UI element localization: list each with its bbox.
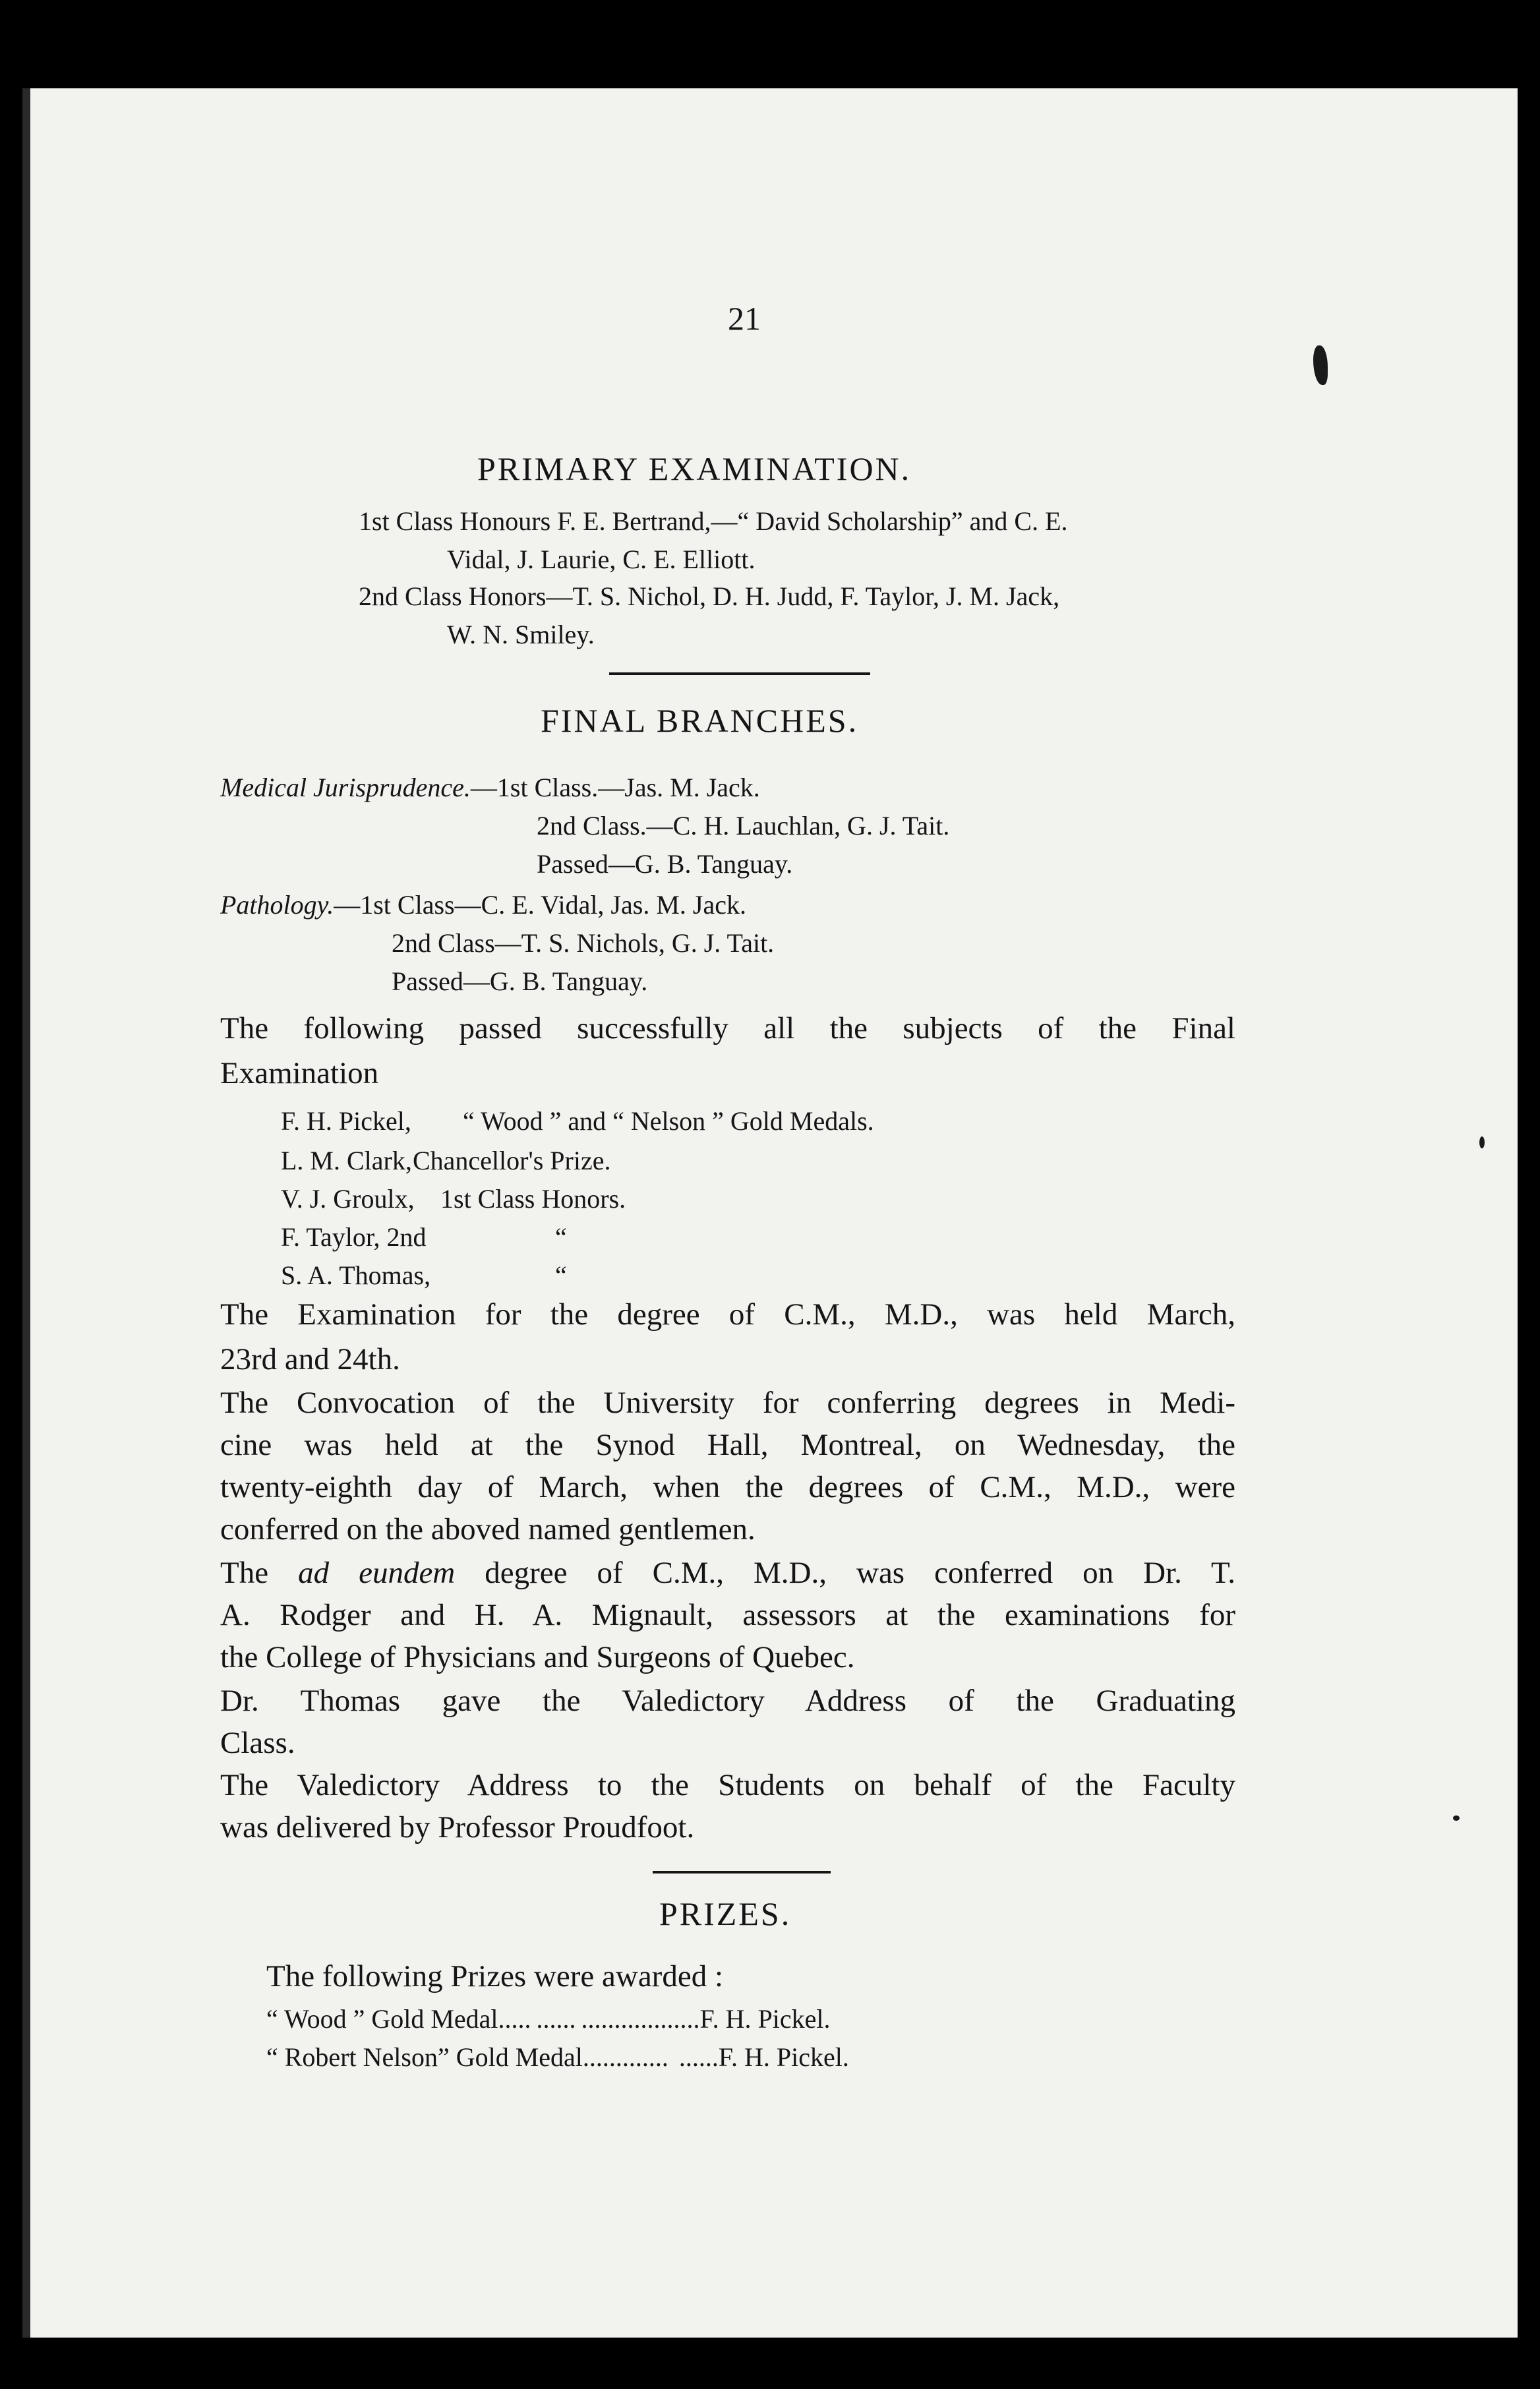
- passed-note-4: “: [555, 1222, 567, 1252]
- primary-examination-heading: PRIMARY EXAMINATION.: [477, 450, 912, 487]
- convocation-paragraph-line-4: conferred on the aboved named gentlemen.: [220, 1512, 755, 1547]
- prizes-intro: The following Prizes were awarded :: [266, 1959, 723, 1993]
- dot-leader: ............. ......: [582, 2042, 719, 2072]
- prize-row-2: [266, 2038, 849, 2077]
- passed-note-3: 1st Class Honors.: [440, 1184, 626, 1214]
- jurisprudence-label: Medical Jurisprudence.: [220, 773, 471, 802]
- pathology-line-1: [220, 886, 746, 924]
- passed-name-5: S. A. Thomas,: [281, 1260, 431, 1290]
- page-number: 21: [728, 300, 761, 337]
- valedictory-paragraph-line-2: was delivered by Professor Proudfoot.: [220, 1810, 695, 1844]
- prize-row-1: [266, 2000, 830, 2038]
- pathology-line-2: 2nd Class—T. S. Nichols, G. J. Tait.: [392, 928, 775, 958]
- ad-eundem-paragraph-line-2: A. Rodger and H. A. Mignault, assessors at the examinations for: [220, 1598, 1235, 1632]
- primary-second-class-line-2: W. N. Smiley.: [447, 620, 595, 649]
- jurisprudence-line-2: 2nd Class.—C. H. Lauchlan, G. J. Tait.: [537, 811, 950, 841]
- document-page: [22, 88, 1518, 2338]
- primary-second-class-line-1: 2nd Class Honors—T. S. Nichol, D. H. Judd, F. Taylor, J. M. Jack,: [359, 581, 1060, 611]
- page-binding-edge: [22, 88, 30, 2338]
- passed-name-4: F. Taylor, 2nd: [281, 1222, 427, 1252]
- prizes-divider: [653, 1871, 831, 1873]
- passed-intro-line-2: Examination: [220, 1056, 379, 1090]
- prize-winner-1: F. H. Pickel.: [699, 2004, 831, 2034]
- passed-name-2: L. M. Clark,: [281, 1146, 412, 1175]
- pathology-label: Pathology.: [220, 890, 334, 920]
- primary-first-class-line-1: 1st Class Honours F. E. Bertrand,—“ David Scholarship” and C. E.: [359, 506, 1068, 536]
- passed-intro-line-1: The following passed successfully all the subjects of the Final: [220, 1011, 1235, 1046]
- ad-eundem-pre: The: [220, 1556, 269, 1590]
- pathology-line-3: Passed—G. B. Tanguay.: [392, 966, 648, 996]
- passed-note-1: “ Wood ” and “ Nelson ” Gold Medals.: [463, 1106, 874, 1136]
- final-branches-heading: FINAL BRANCHES.: [541, 702, 859, 739]
- passed-name-1: F. H. Pickel,: [281, 1106, 411, 1136]
- passed-name-3: V. J. Groulx,: [281, 1184, 415, 1214]
- prize-winner-2: F. H. Pickel.: [718, 2042, 849, 2072]
- thomas-paragraph-line-1: Dr. Thomas gave the Valedictory Address of the Graduating: [220, 1684, 1235, 1718]
- convocation-paragraph-line-2: cine was held at the Synod Hall, Montreal, on Wednesday, the: [220, 1428, 1235, 1462]
- ad-eundem-paragraph-line-3: the College of Physicians and Surgeons of Quebec.: [220, 1640, 855, 1674]
- ad-eundem-italic: ad eundem: [298, 1556, 456, 1590]
- jurisprudence-line-1: [220, 769, 760, 807]
- ad-eundem-paragraph-line-1: [220, 1550, 1235, 1595]
- exam-paragraph-line-1: The Examination for the degree of C.M., M.D., was held March,: [220, 1297, 1235, 1332]
- convocation-paragraph-line-3: twenty-eighth day of March, when the degrees of C.M., M.D., were: [220, 1470, 1235, 1504]
- prizes-heading: PRIZES.: [659, 1895, 792, 1932]
- pathology-first-class: —1st Class—C. E. Vidal, Jas. M. Jack.: [334, 890, 746, 920]
- passed-note-5: “: [555, 1260, 567, 1290]
- exam-paragraph-line-2: 23rd and 24th.: [220, 1342, 400, 1376]
- ink-speck: [1479, 1136, 1485, 1148]
- dot-leader: ..... ...... ..................: [498, 2004, 700, 2034]
- jurisprudence-first-class: —1st Class.—Jas. M. Jack.: [470, 773, 760, 802]
- thomas-paragraph-line-2: Class.: [220, 1726, 295, 1760]
- ink-mark: [1313, 345, 1328, 385]
- ad-eundem-post: degree of C.M., M.D., was conferred on Dr. T.: [485, 1556, 1235, 1590]
- ink-speck: [1453, 1815, 1460, 1821]
- passed-note-2: Chancellor's Prize.: [413, 1146, 611, 1175]
- valedictory-paragraph-line-1: The Valedictory Address to the Students on behalf of the Faculty: [220, 1768, 1235, 1802]
- jurisprudence-line-3: Passed—G. B. Tanguay.: [537, 849, 793, 879]
- primary-first-class-line-2: Vidal, J. Laurie, C. E. Elliott.: [447, 545, 755, 574]
- prize-name-1: “ Wood ” Gold Medal: [266, 2004, 498, 2034]
- prize-name-2: “ Robert Nelson” Gold Medal: [266, 2042, 583, 2072]
- section-divider: [609, 672, 870, 675]
- convocation-paragraph-line-1: The Convocation of the University for conferring degrees in Medi-: [220, 1386, 1235, 1420]
